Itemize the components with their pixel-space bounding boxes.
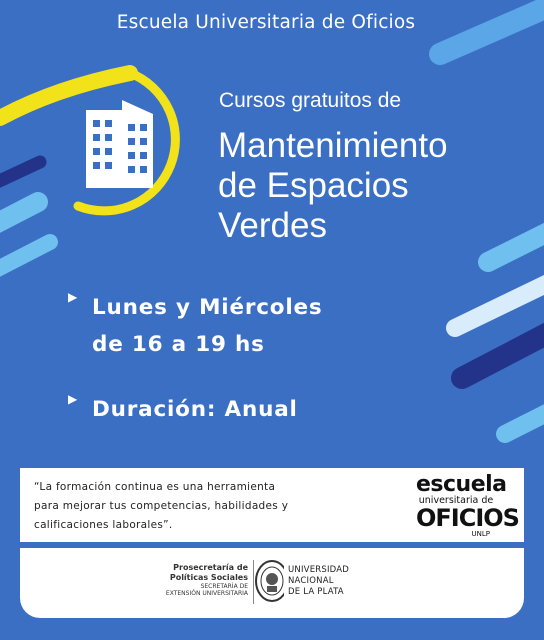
quote-text bbox=[34, 478, 334, 535]
secretaria-title: Políticas Sociales bbox=[169, 573, 248, 582]
school-logo-line: UNLP bbox=[471, 530, 490, 538]
course-intro: Cursos gratuitos de bbox=[219, 89, 402, 112]
secretaria-title: Prosecretaría de bbox=[173, 563, 248, 572]
schedule-line: de 16 a 19 hs bbox=[92, 332, 265, 357]
quote-line: calificaciones laborales”. bbox=[34, 519, 173, 531]
schedule-line: Lunes y Miércoles bbox=[92, 295, 323, 320]
course-name-line: Verdes bbox=[218, 206, 327, 245]
secretaria-subtitle: SECRETARÍA DE bbox=[200, 583, 248, 590]
university-name-line: NACIONAL bbox=[288, 576, 334, 586]
footer bbox=[20, 548, 524, 618]
duration-text: Duración: Anual bbox=[92, 397, 298, 422]
school-logo bbox=[416, 472, 519, 538]
schedule-text bbox=[92, 289, 323, 363]
secretaria-logo bbox=[150, 563, 248, 597]
university-name bbox=[288, 565, 349, 598]
quote-line: para mejorar tus competencias, habilidades y bbox=[34, 500, 289, 512]
school-logo-line: OFICIOS bbox=[416, 504, 519, 532]
university-name-line: DE LA PLATA bbox=[288, 587, 344, 597]
university-seal-icon bbox=[246, 559, 284, 603]
building-icon bbox=[78, 98, 160, 188]
university-name-line: UNIVERSIDAD bbox=[288, 565, 350, 575]
quote-line: “La formación continua es una herramienta bbox=[34, 481, 276, 493]
course-name bbox=[218, 126, 448, 246]
school-logo-line: escuela bbox=[416, 472, 507, 497]
secretaria-subtitle: EXTENSIÓN UNIVERSITARIA bbox=[165, 590, 248, 597]
quote-box bbox=[20, 468, 524, 542]
school-title: Escuela Universitaria de Oficios bbox=[116, 12, 416, 33]
course-name-line: de Espacios bbox=[218, 166, 409, 205]
course-name-line: Mantenimiento bbox=[218, 126, 448, 165]
school-logo-line: universitaria de bbox=[418, 495, 494, 506]
triangle-right-icon: ▶ bbox=[68, 290, 79, 304]
triangle-right-icon: ▶ bbox=[68, 392, 79, 406]
